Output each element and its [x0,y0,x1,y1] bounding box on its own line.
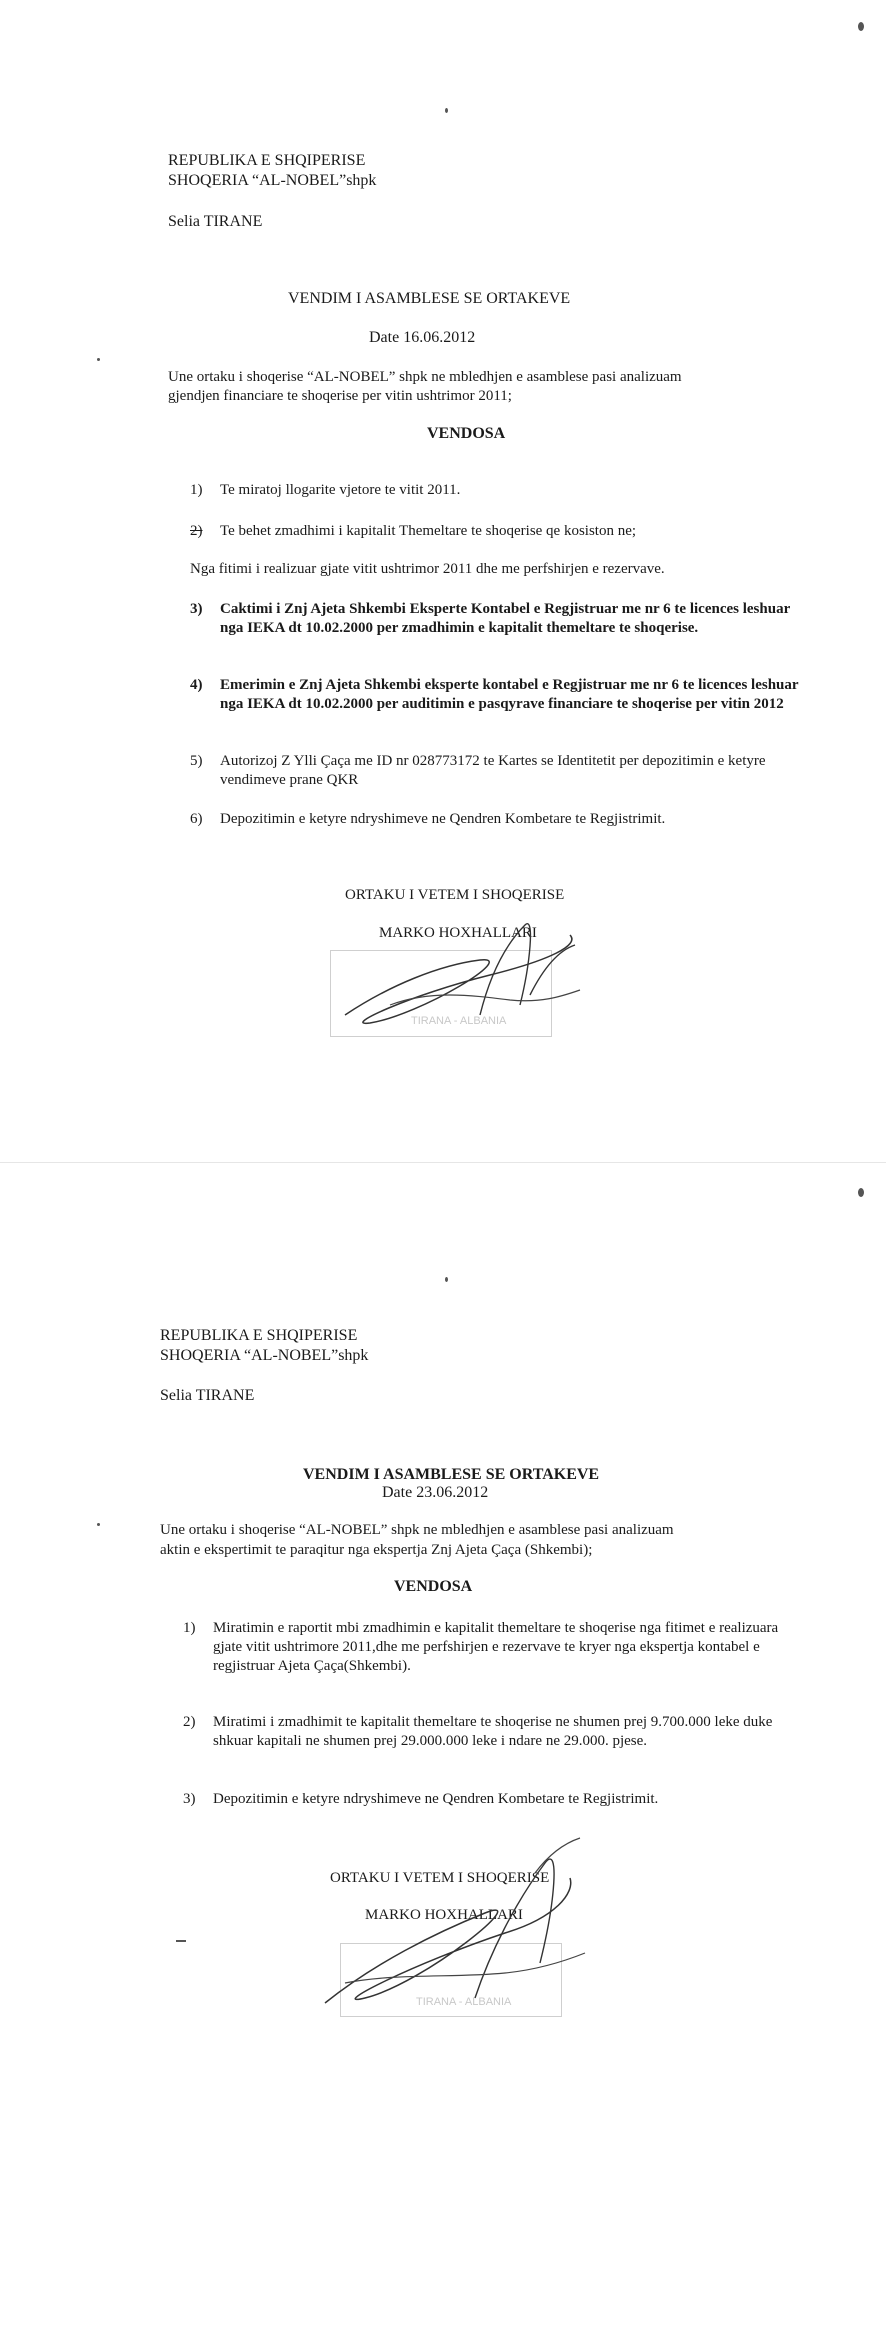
item-text: Emerimin e Znj Ajeta Shkembi eksperte kontabel e Regjistruar me nr 6 te licences leshuar nga IEKA dt 10.02.2000 per auditimin e pasqyrave financiare te shoqerise per vitin 2012 [220,677,799,712]
item-number: 4) [190,677,203,693]
item-number: 1) [190,482,203,498]
scan-speck [445,108,448,113]
item-text: Te miratoj llogarite vjetore te vitit 2011. [220,482,461,498]
header-company: SHOQERIA “AL-NOBEL”shpk [168,172,377,189]
item-number: 2) [183,1714,196,1730]
item-number: 6) [190,811,203,827]
decide-heading: VENDOSA [394,1578,473,1595]
decision-item-struck [190,522,637,541]
scan-speck [97,1523,100,1526]
decision-title: VENDIM I ASAMBLESE SE ORTAKEVE [288,290,571,307]
handwritten-signature [305,1833,595,2023]
header-company: SHOQERIA “AL-NOBEL”shpk [160,1347,369,1364]
item-number: 3) [190,601,203,617]
scan-speck [858,22,864,31]
item-number: 2) [190,523,203,539]
decision-title: VENDIM I ASAMBLESE SE ORTAKEVE [303,1466,600,1483]
company-stamp: TIRANA - ALBANIA [330,950,552,1037]
decision-item [183,1790,659,1809]
decide-heading: VENDOSA [427,425,506,442]
decision-item [183,1713,773,1749]
item-text: Caktimi i Znj Ajeta Shkembi Eksperte Kontabel e Regjistruar me nr 6 te licences leshuar nga IEKA dt 10.02.2000 per zmadhimin e kapitalit themeltare te shoqerise. [220,601,790,636]
item-number: 3) [183,1791,196,1807]
signer-name: MARKO HOXHALLARI [365,1907,523,1923]
intro-line-2: aktin e ekspertimit te paraqitur nga ekspertja Znj Ajeta Çaça (Shkembi); [160,1542,593,1558]
signer-name: MARKO HOXHALLARI [379,925,537,941]
decision-item [190,752,766,788]
decision-item [190,481,461,500]
scan-speck [445,1277,448,1282]
item-number: 1) [183,1620,196,1636]
decision-item [190,676,799,712]
decision-item [190,600,790,636]
scan-speck [176,1940,186,1942]
intro-line-1: Une ortaku i shoqerise “AL-NOBEL” shpk ne mbledhjen e asamblese pasi analizuam [168,369,682,385]
item-text: Depozitimin e ketyre ndryshimeve ne Qendren Kombetare te Regjistrimit. [213,1791,659,1807]
item-text: Depozitimin e ketyre ndryshimeve ne Qendren Kombetare te Regjistrimit. [220,811,666,827]
company-seat: Selia TIRANE [168,213,263,230]
item-text: Autorizoj Z Ylli Çaça me ID nr 028773172 te Kartes se Identitetit per depozitimin e ketyre vendimeve prane QKR [220,753,766,788]
handwritten-signature [330,905,590,1035]
decision-item-continuation: Nga fitimi i realizuar gjate vitit ushtrimor 2011 dhe me perfshirjen e rezervave. [190,561,665,577]
scan-speck [858,1188,864,1197]
item-text: Te behet zmadhimi i kapitalit Themeltare te shoqerise qe kosiston ne; [220,523,637,539]
document-page-2 [0,1163,886,2326]
item-text: Miratimin e raportit mbi zmadhimin e kapitalit themeltare te shoqerise nga fitimet e realizuara gjate vitit ushtrimore 2011,dhe me perfshirjen e rezervave te kryer nga ekspertja kontabel e regjistruar Ajeta Çaça(Shkembi). [213,1620,779,1674]
decision-date: Date 23.06.2012 [382,1484,489,1501]
company-seat: Selia TIRANE [160,1387,255,1404]
decision-item [183,1619,779,1674]
company-stamp: TIRANA - ALBANIA [340,1943,562,2017]
scan-speck [97,358,100,361]
item-text: Miratimi i zmadhimit te kapitalit themeltare te shoqerise ne shumen prej 9.700.000 leke duke shkuar kapitali ne shumen prej 29.000.000 leke i ndare ne 29.000. pjese. [213,1714,773,1749]
item-number: 5) [190,753,203,769]
decision-item [190,810,666,829]
intro-line-2: gjendjen financiare te shoqerise per vitin ushtrimor 2011; [168,388,512,404]
header-republic: REPUBLIKA E SHQIPERISE [168,152,366,169]
header-republic: REPUBLIKA E SHQIPERISE [160,1327,358,1344]
signer-role: ORTAKU I VETEM I SHOQERISE [330,1870,550,1886]
signer-role: ORTAKU I VETEM I SHOQERISE [345,887,565,903]
intro-line-1: Une ortaku i shoqerise “AL-NOBEL” shpk ne mbledhjen e asamblese pasi analizuam [160,1522,674,1538]
decision-date: Date 16.06.2012 [369,329,476,346]
